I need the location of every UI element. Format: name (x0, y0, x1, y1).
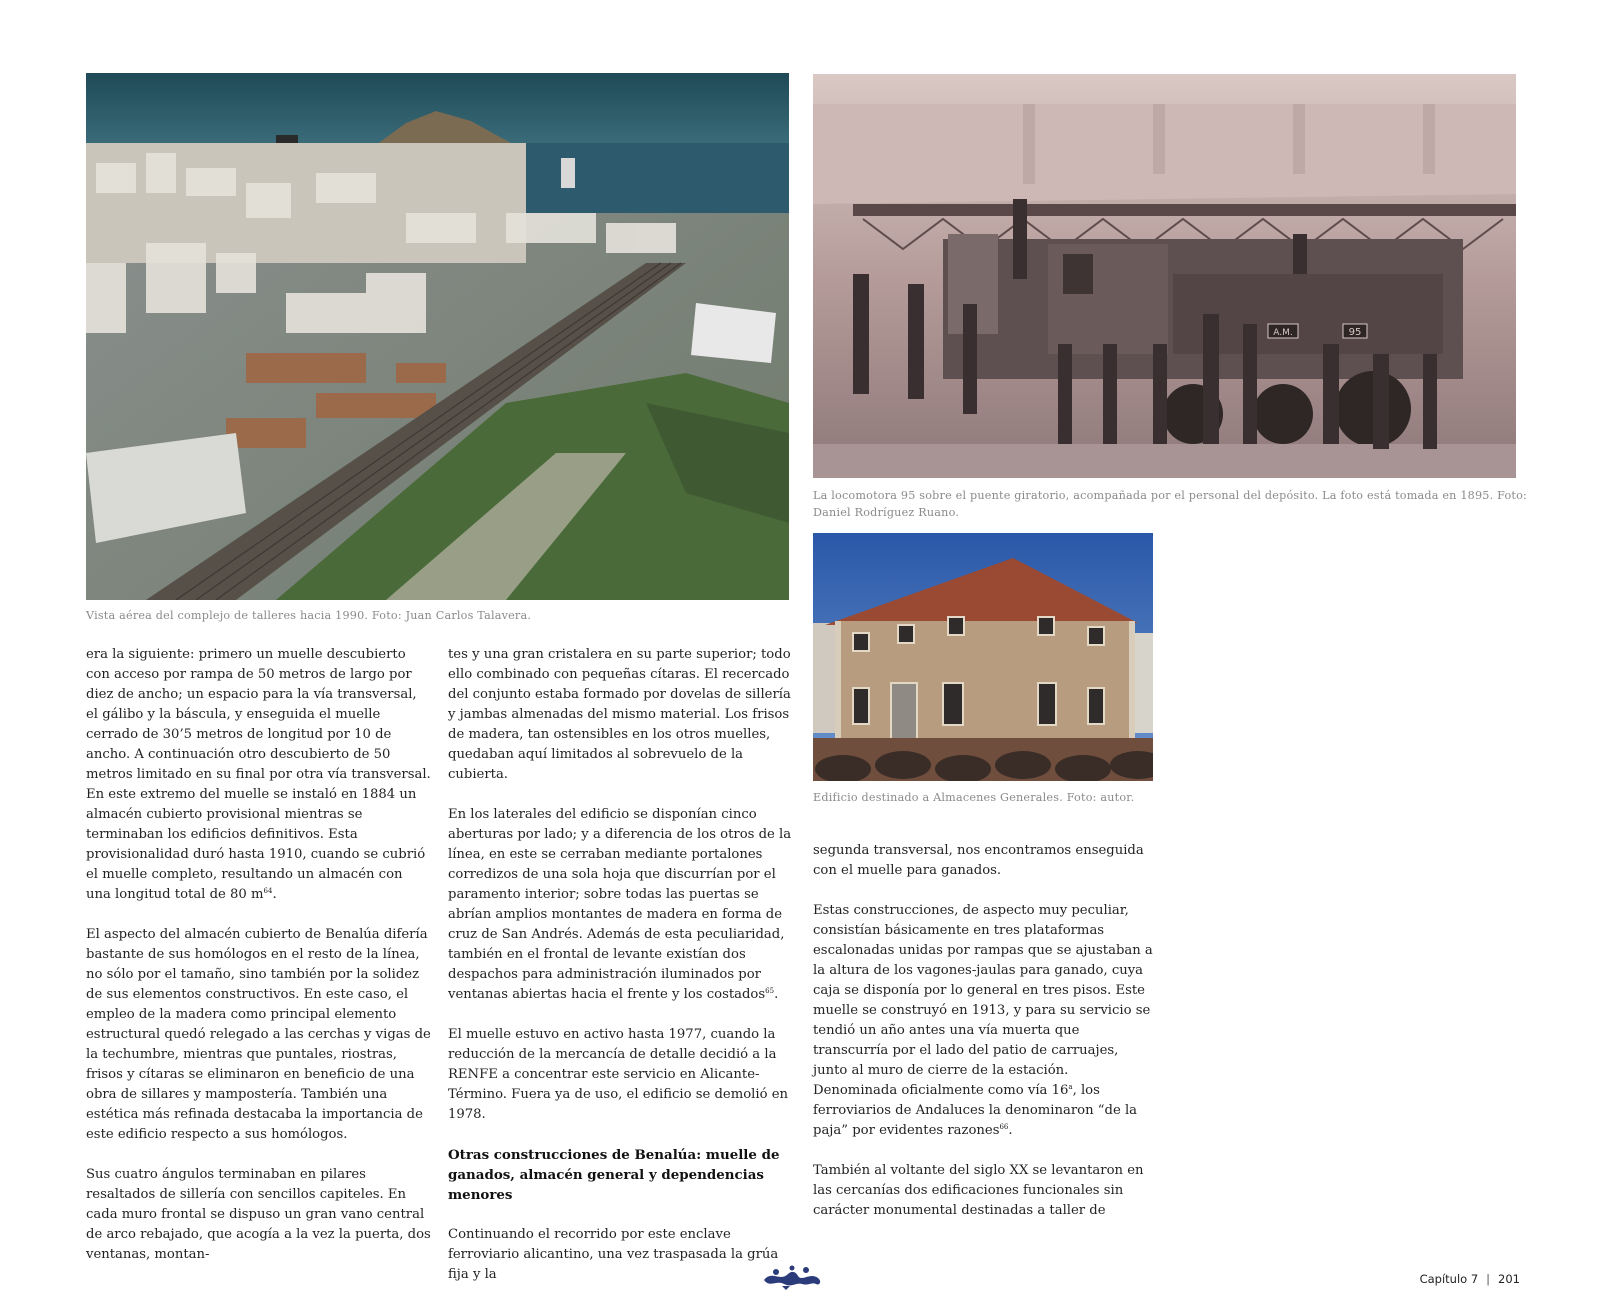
page-footer (1420, 1272, 1520, 1286)
paragraph: Continuando el recorrido por este enclave ferroviario alicantino, una vez traspasada la grúa fija y la (448, 1227, 779, 1282)
paragraph-text: Estas construcciones, de aspecto muy peculiar, consistían básicamente en tres plataformas escalonadas unidas por rampas que se ajustaban a la altura de los vagones-jaulas para ganado, cuya caja se disponía por lo general en tres pisos. Este muelle se construyó en 1913, y para su servicio se tendió un año antes una vía muerta que transcurría por el lado del patio de carruajes, junto al muro de cierre de la estación. Denominada oficialmente como vía 16 (813, 903, 1153, 1098)
chapter-label: Capítulo 7 (1419, 1272, 1479, 1286)
text-column-3 (813, 841, 1153, 1221)
footnote-ref: 66 (999, 1123, 1009, 1131)
footnote-ref: 65 (765, 987, 775, 995)
paragraph-text: En los laterales del edificio se disponían cinco aberturas por lado; y a diferencia de los otros de la línea, en este se cerraban mediante portalones corredizos de una sola hoja que discurrían por el paramento interior; sobre todas las puertas se abrían amplios montantes de madera en forma de cruz de San Andrés. Además de esta peculiaridad, también en el frontal de levante existían dos despachos para administración iluminados por ventanas abiertas hacia el frente y los costados (448, 807, 792, 1002)
paragraph-end: . (1008, 1123, 1013, 1138)
page-number: 201 (1498, 1272, 1520, 1286)
footnote-ref: 64 (263, 887, 273, 895)
floral-ornament-icon (762, 1260, 824, 1290)
paragraph (86, 645, 431, 905)
warehouse-photo-caption: Edificio destinado a Almacenes Generales. Foto: autor. (813, 791, 1135, 804)
paragraph: El aspecto del almacén cubierto de Benalúa difería bastante de sus homólogos en el resto de la línea, no sólo por el tamaño, sino también por la solidez de sus elementos constructivos. En este caso, el empleo de la madera como principal elemento estructural quedó relegado a las cerchas y vigas de la techumbre, mientras que puntales, riostras, frisos y cítaras se eliminaron en beneficio de una obra de sillares y mampostería. También una estética más refinada destacaba la importancia de este edificio respecto a sus homólogos. (86, 927, 431, 1142)
superscript-a: a (1068, 1083, 1073, 1091)
paragraph (448, 805, 793, 1005)
locomotive-photo (813, 74, 1516, 478)
aerial-photo-caption: Vista aérea del complejo de talleres hacia 1990. Foto: Juan Carlos Talavera. (86, 609, 532, 622)
paragraph-text: , los ferroviarios de Andaluces la denominaron “de la paja” por evidentes razones (813, 1083, 1138, 1138)
section-heading: Otras construcciones de Benalúa: muelle de ganados, almacén general y dependencias menores (448, 1147, 780, 1203)
aerial-photo (86, 73, 789, 600)
locomotive-plate-number: 95 (1348, 327, 1362, 338)
paragraph: tes y una gran cristalera en su parte superior; todo ello combinado con pequeñas cítaras. El recercado del conjunto estaba formado por dovelas de sillería y jambas almenadas del mismo material. Los frisos de madera, tan ostensibles en los otros muelles, quedaban aquí limitados al sobrevuelo de la cubierta. (448, 647, 791, 782)
locomotive-plate-left: A.M. (1273, 328, 1293, 338)
locomotive-caption-line1: La locomotora 95 sobre el puente giratorio, acompañada por el personal del depósito. La foto está tomada en 1895. Foto: (813, 489, 1528, 502)
locomotive-photo-caption (813, 487, 1533, 521)
paragraph: También al voltante del siglo XX se levantaron en las cercanías dos edificaciones funcionales sin carácter monumental destinadas a taller de (813, 1163, 1144, 1218)
paragraph: segunda transversal, nos encontramos enseguida con el muelle para ganados. (813, 843, 1144, 878)
paragraph (813, 901, 1153, 1141)
paragraph: El muelle estuvo en activo hasta 1977, cuando la reducción de la mercancía de detalle decidió a la RENFE a concentrar este servicio en Alicante-Término. Fuera ya de uso, el edificio se demolió en 1978. (448, 1027, 789, 1122)
warehouse-photo (813, 533, 1153, 781)
text-column-1 (86, 645, 431, 1265)
footer-separator: | (1486, 1272, 1491, 1286)
paragraph-end: . (774, 987, 779, 1002)
text-column-2 (448, 645, 793, 1285)
paragraph-text: era la siguiente: primero un muelle descubierto con acceso por rampa de 50 metros de largo por diez de ancho; un espacio para la vía transversal, el gálibo y la báscula, y enseguida el muelle cerrado de 30’5 metros de longitud por 10 de ancho. A continuación otro descubierto de 50 metros limitado en su final por otra vía transversal. En este extremo del muelle se instaló en 1884 un almacén cubierto provisional mientras se terminaban los edificios definitivos. Esta provisionalidad duró hasta 1910, cuando se cubrió el muelle completo, resultando un almacén con una longitud total de 80 m (86, 647, 431, 902)
paragraph: Sus cuatro ángulos terminaban en pilares resaltados de sillería con sencillos capiteles. En cada muro frontal se dispuso un gran vano central de arco rebajado, que acogía a la vez la puerta, dos ventanas, montan- (86, 1167, 431, 1262)
locomotive-caption-line2: Daniel Rodríguez Ruano. (813, 506, 960, 519)
paragraph-end: . (272, 887, 277, 902)
